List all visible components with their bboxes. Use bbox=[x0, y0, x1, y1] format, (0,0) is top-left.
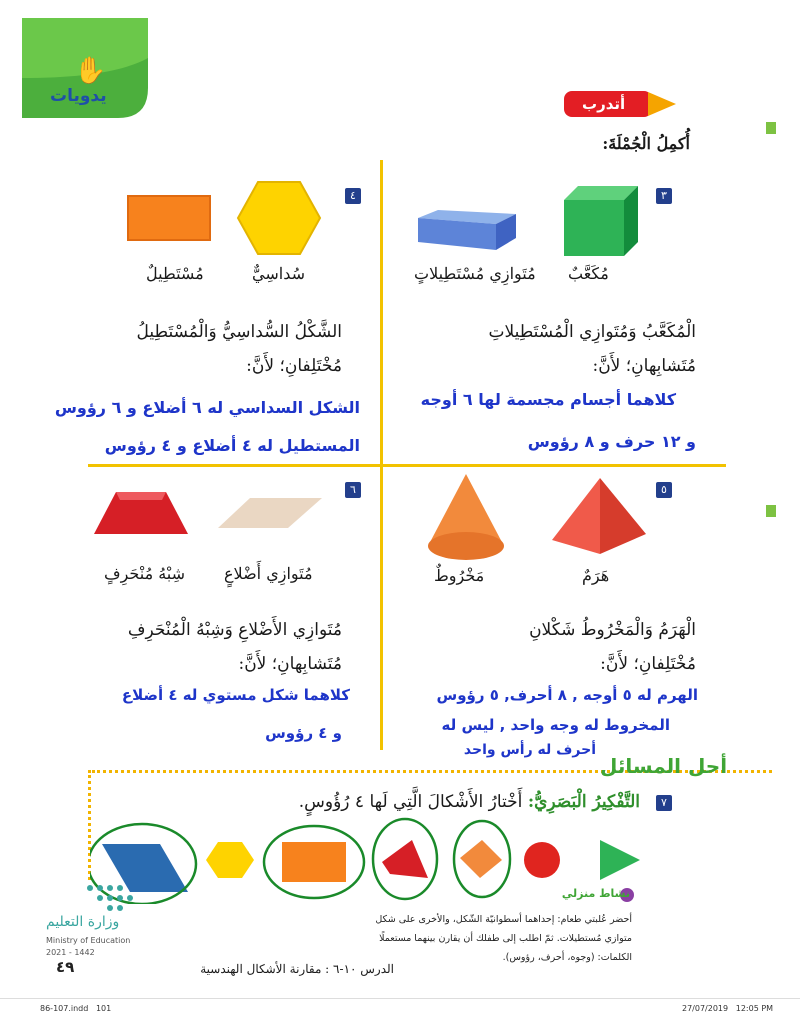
handwritten-answer: الشكل السداسي له ٦ أضلاع و ٦ رؤوس bbox=[54, 398, 360, 417]
print-divider bbox=[0, 998, 800, 999]
parallelogram-image bbox=[216, 496, 324, 530]
sentence-line: مُتَشابِهانِ؛ لأَنَّ: bbox=[238, 654, 342, 674]
problem-heading: أحل المسائل bbox=[600, 754, 728, 778]
exercise-7-body: أَخْتارُ الأَشْكالَ الَّتِي لَها ٤ رُؤُوسٍ. bbox=[298, 792, 523, 812]
handwritten-answer: و ٤ رؤوس bbox=[265, 724, 342, 742]
shape-label-cube: مُكَعَّبٌ bbox=[568, 264, 609, 283]
exercise-7-title: التَّفْكِيرُ الْبَصَرِيُّ: bbox=[527, 792, 640, 812]
ministry-english: Ministry of Education bbox=[46, 936, 131, 945]
shape-label-hexagon: سُداسِيٌّ bbox=[252, 264, 305, 283]
shape-triangle-green bbox=[600, 840, 640, 880]
margin-tab bbox=[766, 122, 776, 134]
shape-label-parallelogram: مُتَوازِي أَضْلاعٍ bbox=[224, 564, 313, 583]
exercise-number: ٦ bbox=[345, 482, 361, 498]
sentence-line: مُخْتَلِفانِ؛ لأَنَّ: bbox=[600, 654, 696, 674]
handwritten-answer: كلاهما أجسام مجسمة لها ٦ أوجه bbox=[420, 390, 676, 409]
shape-label-prism: مُتَوازِي مُسْتَطِيلاتٍ bbox=[414, 264, 536, 283]
shape-circle-red bbox=[524, 842, 560, 878]
exercise-7-text bbox=[299, 792, 640, 812]
vertical-divider bbox=[380, 160, 383, 750]
hands-icon: ✋ bbox=[74, 56, 107, 86]
footer-page-number: ٤٩ bbox=[56, 958, 75, 976]
rectangular-prism-image bbox=[414, 208, 518, 254]
hexagon-image bbox=[236, 180, 322, 256]
exercise-number: ٤ bbox=[345, 188, 361, 204]
handwritten-answer: الهرم له ٥ أوجه , ٨ أحرف, ٥ رؤوس bbox=[436, 686, 698, 704]
sentence-line: مُتَشابِهانِ؛ لأَنَّ: bbox=[592, 356, 696, 376]
print-file: 86-107.indd 101 bbox=[40, 1004, 112, 1013]
ministry-logo-dots bbox=[80, 880, 150, 914]
shape-hexagon-small bbox=[206, 842, 254, 878]
rectangle-image bbox=[126, 194, 214, 244]
sentence-line: الشَّكْلُ السُّداسِيُّ وَالْمُسْتَطِيلُ bbox=[136, 322, 342, 342]
trapezoid-image bbox=[92, 490, 190, 536]
home-activity-title: نشاط منزلي bbox=[561, 887, 630, 900]
cube-image bbox=[560, 182, 642, 258]
sentence-line: الْهَرَمُ وَالْمَخْرُوطُ شَكْلانِ bbox=[529, 620, 696, 640]
horizontal-divider bbox=[88, 464, 726, 467]
shape-label-pyramid: هَرَمٌ bbox=[582, 566, 610, 585]
home-activity-body: أحضر عُلبتي طعام: إحداهما أسطوانيّة الشّكل، والأخرى على شكل متوازي مُستطيلات. ثمّ اطلب إلى طفلك أن يقارن بينهما مستعملًا الكلمات: (وجوه، أحرف، رؤوس). bbox=[375, 914, 632, 963]
shape-square-orange bbox=[460, 840, 502, 878]
handwritten-answer: أحرف له رأس واحد bbox=[463, 742, 596, 758]
corner-badge bbox=[22, 18, 150, 118]
practice-tag-label: أتدرب bbox=[582, 95, 626, 113]
handwritten-answer: و ١٢ حرف و ٨ رؤوس bbox=[527, 432, 696, 451]
pyramid-image bbox=[548, 476, 650, 556]
shape-label-trapezoid: شِبْهُ مُنْحَرِفٍ bbox=[104, 564, 186, 583]
handwritten-answer: المخروط له وجه واحد , ليس له bbox=[441, 716, 670, 734]
ministry-arabic: وزارة التعليم bbox=[46, 914, 120, 930]
sentence-line: مُتَوازِي الأَضْلاعِ وَشِبْهُ الْمُنْحَرِفِ bbox=[127, 620, 342, 640]
handwritten-answer: المستطيل له ٤ أضلاع و ٤ رؤوس bbox=[104, 436, 360, 455]
footer-lesson: الدرس ١٠-٦ : مقارنة الأشكال الهندسية bbox=[200, 962, 394, 976]
margin-tab bbox=[766, 505, 776, 517]
practice-tag bbox=[564, 88, 679, 120]
shape-rectangle-orange bbox=[282, 842, 346, 882]
handwritten-answer: كلاهما شكل مستوي له ٤ أضلاع bbox=[121, 686, 350, 704]
corner-badge-label: يدويات bbox=[50, 86, 107, 106]
sentence-line: الْمُكَعَّبُ وَمُتَوازِي الْمُسْتَطِيلاتِ bbox=[488, 322, 696, 342]
instruction-text: أُكمِلُ الْجُمْلَةَ: bbox=[602, 134, 690, 153]
shape-quad-red bbox=[382, 840, 428, 878]
sentence-line: مُخْتَلِفانِ؛ لأَنَّ: bbox=[246, 356, 342, 376]
shape-label-rectangle: مُسْتَطِيلٌ bbox=[146, 264, 204, 283]
cone-image bbox=[424, 472, 508, 564]
ministry-year: 2021 - 1442 bbox=[46, 948, 95, 957]
shape-label-cone: مَخْرُوطٌ bbox=[434, 566, 485, 585]
exercise-number: ٧ bbox=[656, 795, 672, 811]
exercise-number: ٥ bbox=[656, 482, 672, 498]
print-date: 27/07/2019 12:05 PM bbox=[682, 1004, 774, 1013]
exercise-number: ٣ bbox=[656, 188, 672, 204]
